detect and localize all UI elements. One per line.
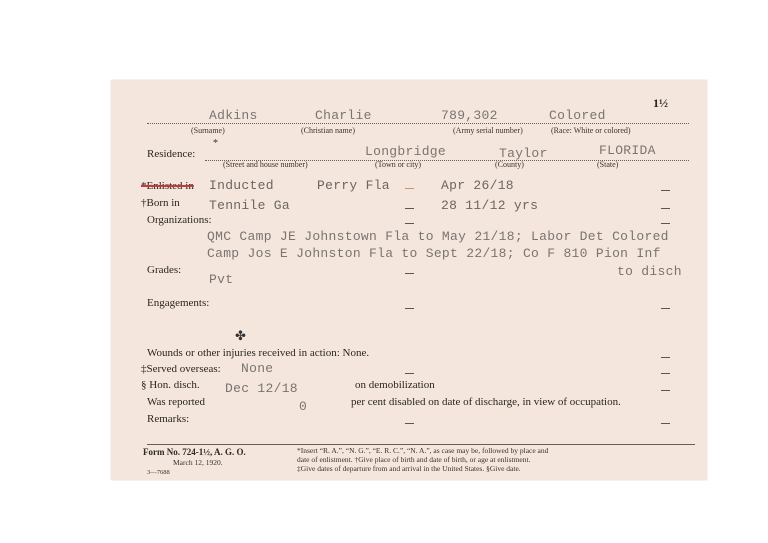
remarks-dash-1	[405, 423, 414, 424]
enlisted-place: Perry Fla	[317, 178, 390, 193]
christian-name-value: Charlie	[315, 108, 372, 123]
residence-label: Residence:	[147, 148, 196, 160]
served-dash-2	[661, 373, 670, 374]
born-label: †Born in	[141, 197, 180, 209]
wounds-dash	[661, 357, 670, 358]
served-dash-1	[405, 373, 414, 374]
served-overseas-value: None	[241, 361, 274, 376]
county-caption: (County)	[495, 160, 524, 169]
form-number: Form No. 724-1½, A. G. O.	[143, 447, 246, 457]
record-card	[111, 80, 707, 480]
organizations-line-3: to disch	[617, 264, 682, 279]
org-dash-2	[661, 223, 670, 224]
street-mark: *	[213, 138, 218, 149]
grades-value: Pvt	[209, 272, 234, 287]
grades-label: Grades:	[147, 264, 182, 276]
hon-disch-dash	[661, 390, 670, 391]
organizations-label: Organizations:	[147, 214, 212, 226]
print-code: 3—7688	[147, 469, 170, 476]
served-overseas-label: ‡Served overseas:	[141, 363, 221, 375]
form-date: March 12, 1920.	[173, 458, 223, 467]
born-dash-2	[661, 208, 670, 209]
serial-number-caption: (Army serial number)	[453, 126, 523, 135]
disability-text: per cent disabled on date of discharge, in view of occupation.	[351, 396, 621, 408]
hon-disch-note: on demobilization	[355, 379, 435, 391]
was-reported-label: Was reported	[147, 396, 206, 408]
county-value: Taylor	[499, 146, 548, 161]
footer-rule	[147, 444, 695, 445]
engagements-label: Engagements:	[147, 297, 210, 309]
organizations-line-1: QMC Camp JE Johnstown Fla to May 21/18; Labor Det Colored	[207, 229, 669, 244]
born-age: 28 11/12 yrs	[441, 198, 539, 213]
born-place: Tennile Ga	[209, 198, 291, 213]
surname-caption: (Surname)	[191, 126, 225, 135]
organizations-line-2: Camp Jos E Johnston Fla to Sept 22/18; Co F 810 Pion Inf	[207, 246, 661, 261]
enlisted-date: Apr 26/18	[441, 178, 514, 193]
town-caption: (Town or city)	[375, 160, 422, 169]
hon-disch-label: § Hon. disch.	[141, 379, 200, 391]
born-dash-1	[405, 208, 414, 209]
org-dash-1	[405, 223, 414, 224]
engagements-dash-1	[405, 308, 414, 309]
enlisted-dash-2	[661, 190, 670, 191]
state-caption: (State)	[597, 160, 619, 169]
footnote-1: *Insert “R. A.”, “N. G.”, “E. R. C.”, “N. A.”, as case may be, followed by place and	[297, 446, 549, 455]
footnote-2: date of enlistment. †Give place of birth and date of birth, or age at enlistment.	[297, 455, 531, 464]
hon-disch-date: Dec 12/18	[225, 381, 298, 396]
wounds-label: Wounds or other injuries received in action: None.	[147, 347, 370, 359]
ink-mark: ✤	[235, 328, 246, 343]
race-caption: (Race: White or colored)	[551, 126, 631, 135]
grades-dash	[405, 273, 414, 274]
card-number: 1½	[653, 96, 668, 110]
street-caption: (Street and house number)	[223, 160, 308, 169]
remarks-dash-2	[661, 423, 670, 424]
footnote-3: ‡Give dates of departure from and arrival in the United States. §Give date.	[297, 464, 521, 473]
enlisted-value: Inducted	[209, 178, 274, 193]
enlisted-dash-1	[405, 188, 414, 189]
disability-percent: 0	[299, 399, 308, 414]
state-value: FLORIDA	[599, 143, 656, 158]
town-value: Longbridge	[365, 144, 447, 159]
enlisted-label: *Enlisted in	[141, 180, 194, 192]
surname-value: Adkins	[209, 108, 258, 123]
christian-name-caption: (Christian name)	[301, 126, 355, 135]
engagements-dash-2	[661, 308, 670, 309]
race-value: Colored	[549, 108, 606, 123]
serial-number-value: 789,302	[441, 108, 498, 123]
header-dotted-line	[147, 123, 689, 124]
remarks-label: Remarks:	[147, 413, 190, 425]
